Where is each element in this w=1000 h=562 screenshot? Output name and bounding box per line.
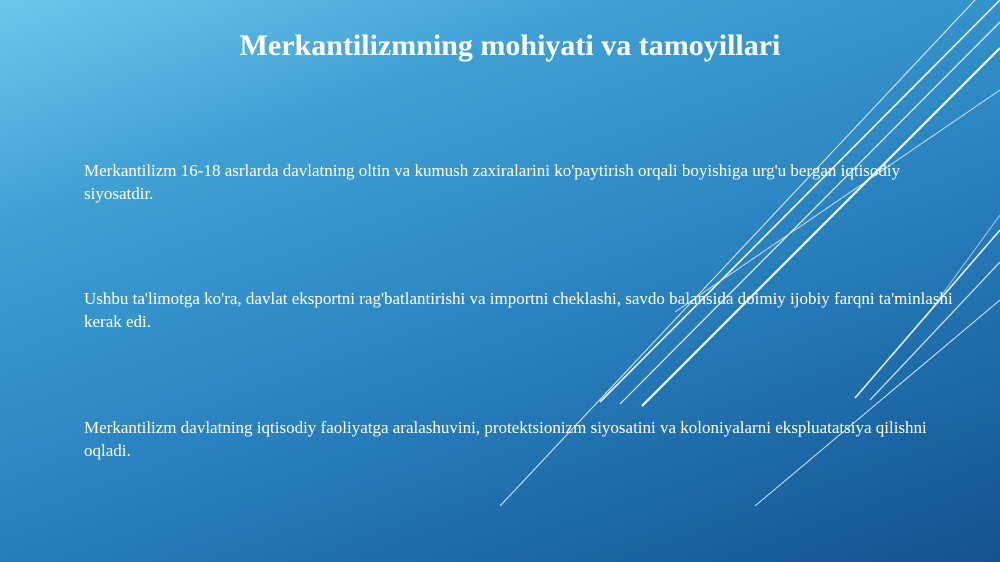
decor-line [620, 22, 1000, 404]
paragraph-trade-balance: Ushbu ta'limotga ko'ra, davlat eksportni rag'batlantirishi va importni cheklashi, savdo balansida doimiy ijobiy farqni ta'minlashi kerak edi. [84, 289, 953, 331]
decor-line [642, 48, 1000, 406]
paragraph-state-intervention: Merkantilizm davlatning iqtisodiy faoliyatga aralashuvini, protektsionizm siyosatini va koloniyalarni ekspluatatsiya qilishni oqladi. [84, 418, 927, 460]
paragraph-definition: Merkantilizm 16-18 asrlarda davlatning oltin va kumush zaxiralarini ko'paytirish orqali boyishiga urg'u bergan iqtisodiy siyosatdir. [84, 161, 901, 203]
slide-title: Merkantilizmning mohiyati va tamoyillari [239, 29, 781, 62]
